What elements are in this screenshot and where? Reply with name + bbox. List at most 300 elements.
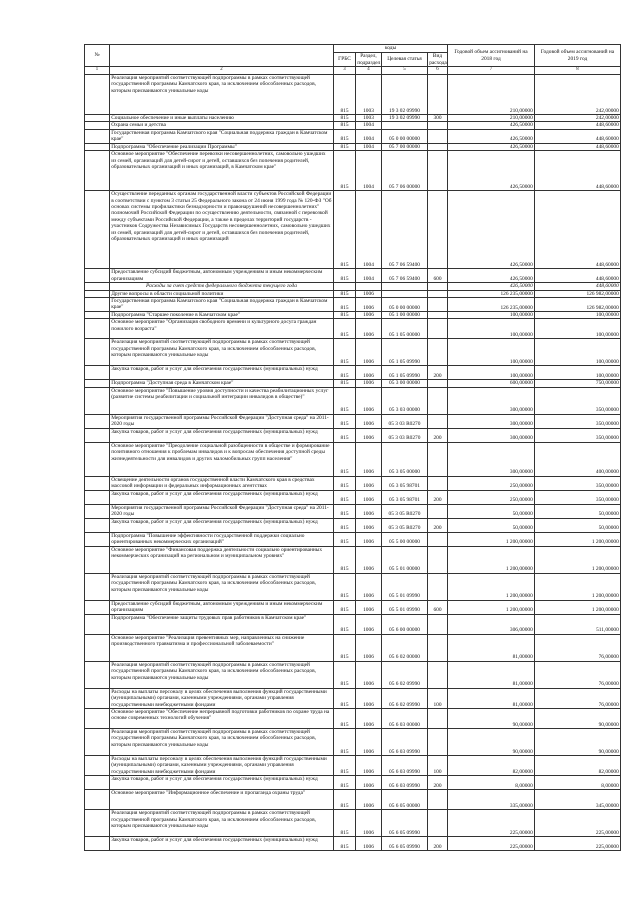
row-2019-cell: 100,00000 (535, 366, 621, 380)
row-grbs-cell: 815 (334, 366, 356, 380)
table-row (85, 298, 621, 312)
row-2018-cell: 210,00000 (448, 115, 535, 122)
row-name-cell: Государственная программа Камчатского края "Социальная поддержка граждан в Камчатском крае" (110, 129, 334, 143)
table-row (85, 290, 621, 297)
row-number-cell (85, 634, 110, 661)
row-2019-cell: 750,00000 (535, 380, 621, 387)
row-tsel-cell: 05 1 05 09990 (382, 366, 428, 380)
row-name-cell: Закупка товаров, работ и услуг для обеспечения государственных (муниципальных) нужд (110, 428, 334, 442)
row-name-cell: Основное мероприятие "Повышение уровня доступности и качества реабилитационных услуг (развитие системы реабилитации и социальной интеграции инвалидов в обществе)" (110, 387, 334, 414)
row-grbs-cell: 815 (334, 151, 356, 191)
row-2019-cell: 100,00000 (535, 312, 621, 319)
table-row (85, 191, 621, 269)
row-vid-cell (428, 122, 448, 129)
row-razdel-cell: 1006 (356, 546, 382, 573)
row-grbs-cell: 815 (334, 122, 356, 129)
row-razdel-cell: 1004 (356, 129, 382, 143)
row-grbs-cell: 815 (334, 476, 356, 490)
row-number-cell (85, 729, 110, 756)
header-tsel: Целевая статья (382, 53, 428, 67)
row-grbs-cell: 815 (334, 191, 356, 269)
row-grbs-cell: 815 (334, 634, 356, 661)
row-razdel-cell: 1006 (356, 387, 382, 414)
table-row (85, 319, 621, 339)
row-grbs-cell: 815 (334, 600, 356, 614)
row-2019-cell: 1 200,00000 (535, 600, 621, 614)
row-razdel-cell: 1006 (356, 634, 382, 661)
row-name-cell: Основное мероприятие "Реализация превентивных мер, направленных на снижение производственного травматизма и профессиональной заболеваемости" (110, 634, 334, 661)
row-2019-cell: 1 200,00000 (535, 573, 621, 600)
table-row (85, 504, 621, 518)
row-2018-cell: 126 235,00000 (448, 298, 535, 312)
table-row (85, 688, 621, 708)
row-razdel-cell: 1006 (356, 490, 382, 504)
table-header (85, 45, 621, 75)
row-2019-cell: 448,60000 (535, 151, 621, 191)
row-2019-cell: 345,00000 (535, 790, 621, 810)
row-name-cell: Подпрограмма "Обеспечение реализации Программы" (110, 143, 334, 150)
row-vid-cell (428, 810, 448, 837)
row-tsel-cell: 05 6 02 00000 (382, 634, 428, 661)
table-row (85, 756, 621, 776)
row-grbs-cell: 815 (334, 837, 356, 851)
row-grbs-cell: 815 (334, 414, 356, 428)
row-grbs-cell: 815 (334, 339, 356, 366)
row-2019-cell: 448,60000 (535, 129, 621, 143)
row-2018-cell: 90,00000 (448, 729, 535, 756)
row-number-cell (85, 283, 110, 290)
table-row (85, 490, 621, 504)
row-vid-cell (428, 129, 448, 143)
header-vid: Вид расхода (429, 53, 447, 66)
table-row (85, 366, 621, 380)
row-number-cell (85, 319, 110, 339)
row-number-cell (85, 756, 110, 776)
row-2018-cell: 1 200,00000 (448, 600, 535, 614)
row-2019-cell: 448,60000 (535, 191, 621, 269)
row-number-cell (85, 837, 110, 851)
row-name-cell: Реализация мероприятий соответствующей подпрограммы в рамках соответствующей государственной программы Камчатского края, за исключением обособленных расходов, которым присваиваются уникальные коды (110, 75, 334, 115)
row-razdel-cell: 1006 (356, 298, 382, 312)
row-vid-cell (428, 414, 448, 428)
row-vid-cell: 300 (428, 115, 448, 122)
row-name-cell: Закупка товаров, работ и услуг для обеспечения государственных (муниципальных) нужд (110, 366, 334, 380)
row-2019-cell: 448,60000 (535, 269, 621, 283)
table-row (85, 709, 621, 729)
row-name-cell: Закупка товаров, работ и услуг для обеспечения государственных (муниципальных) нужд (110, 490, 334, 504)
row-2018-cell: 50,00000 (448, 518, 535, 532)
row-tsel-cell: 05 6 03 09990 (382, 776, 428, 790)
row-2018-cell: 210,00000 (448, 75, 535, 115)
table-row (85, 546, 621, 573)
table-row (85, 129, 621, 143)
row-grbs-cell: 815 (334, 319, 356, 339)
row-2019-cell: 350,00000 (535, 476, 621, 490)
row-number-cell (85, 810, 110, 837)
row-2019-cell: 82,00000 (535, 756, 621, 776)
row-tsel-cell: 05 1 05 00000 (382, 319, 428, 339)
row-2019-cell: 242,00000 (535, 115, 621, 122)
row-2019-cell: 350,00000 (535, 490, 621, 504)
row-razdel-cell: 1006 (356, 573, 382, 600)
row-2018-cell: 426,50000 (448, 151, 535, 191)
row-name-cell: Реализация мероприятий соответствующей подпрограммы в рамках соответствующей государственной программы Камчатского края, за исключением обособленных расходов, которым присваиваются уникальные коды (110, 810, 334, 837)
row-name-cell: Освещение деятельности органов государственной власти Камчатского края в средствах массовой информации и федеральных информационных агентствах (110, 476, 334, 490)
table-row (85, 573, 621, 600)
header-2018: Годовой объем ассигнований на 2018 год (448, 45, 535, 67)
row-grbs-cell: 815 (334, 532, 356, 546)
row-vid-cell (428, 532, 448, 546)
row-vid-cell (428, 298, 448, 312)
table-row (85, 414, 621, 428)
row-2018-cell: 300,00000 (448, 442, 535, 476)
table-row (85, 476, 621, 490)
row-razdel-cell: 1006 (356, 729, 382, 756)
row-number-cell (85, 151, 110, 191)
table-row (85, 729, 621, 756)
table-row (85, 269, 621, 283)
row-number-cell (85, 298, 110, 312)
row-2018-cell: 82,00000 (448, 756, 535, 776)
row-grbs-cell: 815 (334, 290, 356, 297)
column-number: 6 (428, 67, 448, 75)
row-vid-cell (428, 312, 448, 319)
row-razdel-cell: 1004 (356, 143, 382, 150)
row-2019-cell: 225,00000 (535, 810, 621, 837)
row-tsel-cell: 05 3 05 R0270 (382, 518, 428, 532)
row-razdel-cell: 1006 (356, 476, 382, 490)
row-razdel-cell: 1003 (356, 115, 382, 122)
header-2019: Годовой объем ассигнований на 2019 год (535, 45, 621, 67)
row-vid-cell: 600 (428, 600, 448, 614)
row-grbs-cell: 815 (334, 573, 356, 600)
row-vid-cell (428, 504, 448, 518)
row-vid-cell (428, 442, 448, 476)
row-name-cell: Подпрограмма "Старшее поколение в Камчатском крае" (110, 312, 334, 319)
row-vid-cell (428, 290, 448, 297)
column-number: 1 (85, 67, 110, 75)
row-name-cell: Мероприятия государственной программы Российской Федерации "Доступная среда" на 2011-2020 годы (110, 414, 334, 428)
row-2018-cell: 306,00000 (448, 614, 535, 634)
row-2019-cell: 1 200,00000 (535, 532, 621, 546)
column-number: 8 (535, 67, 621, 75)
row-name-cell: Другие вопросы в области социальной политики (110, 290, 334, 297)
row-name-cell: Реализация мероприятий соответствующей подпрограммы в рамках соответствующей государственной программы Камчатского края, за исключением обособленных расходов, которым присваиваются уникальные коды (110, 573, 334, 600)
row-name-cell: Реализация мероприятий соответствующей подпрограммы в рамках соответствующей государственной программы Камчатского края, за исключением обособленных расходов, которым присваиваются уникальные коды (110, 661, 334, 688)
row-tsel-cell (382, 283, 428, 290)
row-grbs-cell: 815 (334, 776, 356, 790)
row-number-cell (85, 688, 110, 708)
table-row (85, 143, 621, 150)
row-vid-cell (428, 319, 448, 339)
row-number-cell (85, 312, 110, 319)
row-2018-cell: 300,00000 (448, 414, 535, 428)
row-tsel-cell: 05 6 00 00000 (382, 614, 428, 634)
row-name-cell: Расходы на выплаты персоналу в целях обеспечения выполнения функций государственными (муниципальными) органами, казенными учреждениями, органами управления государственными внебюджетными фондами (110, 688, 334, 708)
row-grbs-cell: 815 (334, 661, 356, 688)
column-number: 2 (110, 67, 334, 75)
row-name-cell: Подпрограмма "Повышение эффективности государственной поддержки социально ориентированных некоммерческих организаций" (110, 532, 334, 546)
row-2019-cell: 242,00000 (535, 75, 621, 115)
row-2019-cell: 225,00000 (535, 837, 621, 851)
row-vid-cell (428, 661, 448, 688)
row-2018-cell: 426,50000 (448, 122, 535, 129)
row-2018-cell: 426,50000 (448, 269, 535, 283)
row-razdel-cell: 1006 (356, 339, 382, 366)
row-number-cell (85, 504, 110, 518)
row-razdel-cell: 1004 (356, 269, 382, 283)
row-razdel-cell: 1006 (356, 709, 382, 729)
row-tsel-cell: 05 6 03 00000 (382, 709, 428, 729)
row-razdel-cell: 1006 (356, 810, 382, 837)
row-number-cell (85, 532, 110, 546)
row-grbs-cell: 815 (334, 298, 356, 312)
row-name-cell: Основное мероприятие "Финансовая поддержка деятельности социально ориентированных некоммерческих организаций на региональном и муниципальном уровнях" (110, 546, 334, 573)
row-2018-cell: 335,00000 (448, 790, 535, 810)
row-vid-cell (428, 380, 448, 387)
row-vid-cell: 200 (428, 776, 448, 790)
row-2019-cell: 126 982,00000 (535, 290, 621, 297)
row-2019-cell: 8,00000 (535, 776, 621, 790)
row-razdel-cell (356, 283, 382, 290)
row-tsel-cell: 05 6 05 09990 (382, 810, 428, 837)
row-2018-cell: 300,00000 (448, 387, 535, 414)
row-tsel-cell (382, 290, 428, 297)
row-2019-cell: 126 982,00000 (535, 298, 621, 312)
row-name-cell: Социальное обеспечение и иные выплаты населению (110, 115, 334, 122)
row-2018-cell: 81,00000 (448, 634, 535, 661)
row-grbs-cell: 815 (334, 129, 356, 143)
row-name-cell: Осуществление переданных органам государственной власти субъектов Российской Федерации в соответствии с пунктом 3 статьи 25 Федерального закона от 24 июня 1999 года № 120-ФЗ "Об основах системы профилактики безнадзорности и правонарушений несовершеннолетних" полномочий Российской Федерации по осуществлению деятельности, связанной с перевозкой между субъектами Российской Федерации, а также в пределах территорий государств - участников Содружества Независимых Государств несовершеннолетних, самовольно ушедших из семей, организаций для детей-сирот и детей, оставшихся без попечения родителей, образовательных организаций и иных организаций (110, 191, 334, 269)
row-number-cell (85, 614, 110, 634)
row-razdel-cell: 1006 (356, 366, 382, 380)
row-tsel-cell: 05 0 00 00000 (382, 298, 428, 312)
row-number-cell (85, 129, 110, 143)
row-grbs-cell: 815 (334, 546, 356, 573)
row-vid-cell (428, 283, 448, 290)
row-number-cell (85, 75, 110, 115)
row-name-cell: Мероприятия государственной программы Российской Федерации "Доступная среда" на 2011-2020 годы (110, 504, 334, 518)
row-2018-cell: 1 200,00000 (448, 546, 535, 573)
row-grbs-cell: 815 (334, 810, 356, 837)
table-row (85, 837, 621, 851)
row-number-cell (85, 290, 110, 297)
row-razdel-cell: 1004 (356, 191, 382, 269)
table-row (85, 115, 621, 122)
row-tsel-cell: 05 3 03 00000 (382, 387, 428, 414)
row-vid-cell: 200 (428, 837, 448, 851)
table-row (85, 312, 621, 319)
row-name-cell: Закупка товаров, работ и услуг для обеспечения государственных (муниципальных) нужд (110, 776, 334, 790)
row-number-cell (85, 366, 110, 380)
row-name-cell: Подпрограмма "Обеспечение защиты трудовых прав работников в Камчатском крае" (110, 614, 334, 634)
row-name-cell: Закупка товаров, работ и услуг для обеспечения государственных (муниципальных) нужд (110, 837, 334, 851)
row-vid-cell (428, 709, 448, 729)
row-grbs-cell: 815 (334, 143, 356, 150)
row-number-cell (85, 518, 110, 532)
row-tsel-cell: 19 3 02 09990 (382, 115, 428, 122)
row-vid-cell (428, 476, 448, 490)
row-grbs-cell (334, 283, 356, 290)
table-row (85, 661, 621, 688)
row-number-cell (85, 143, 110, 150)
table-row (85, 600, 621, 614)
row-razdel-cell: 1006 (356, 756, 382, 776)
row-name-cell: Государственная программа Камчатского края "Социальная поддержка граждан в Камчатском крае" (110, 298, 334, 312)
row-2019-cell: 76,00000 (535, 634, 621, 661)
row-number-cell (85, 428, 110, 442)
row-name-cell: Основное мероприятие "Обеспечение непрерывной подготовки работников по охране труда на основе современных технологий обучения" (110, 709, 334, 729)
row-name-cell: Предоставление субсидий бюджетным, автономным учреждениям и иным некоммерческим организациям (110, 269, 334, 283)
row-number-cell (85, 269, 110, 283)
row-tsel-cell: 05 7 00 00000 (382, 143, 428, 150)
row-name-cell: Закупка товаров, работ и услуг для обеспечения государственных (муниципальных) нужд (110, 518, 334, 532)
row-2018-cell: 100,00000 (448, 339, 535, 366)
row-razdel-cell: 1006 (356, 518, 382, 532)
row-tsel-cell: 05 6 05 00000 (382, 790, 428, 810)
row-2018-cell: 225,00000 (448, 837, 535, 851)
row-tsel-cell: 05 1 00 00000 (382, 312, 428, 319)
header-col-no: № (85, 45, 110, 67)
row-number-cell (85, 380, 110, 387)
row-name-cell: Охрана семьи и детства (110, 122, 334, 129)
row-2018-cell: 600,00000 (448, 380, 535, 387)
row-razdel-cell: 1006 (356, 442, 382, 476)
row-grbs-cell: 815 (334, 312, 356, 319)
row-tsel-cell (382, 122, 428, 129)
row-2019-cell: 50,00000 (535, 518, 621, 532)
row-2018-cell: 250,00000 (448, 490, 535, 504)
row-2019-cell: 448,60000 (535, 283, 621, 290)
row-2019-cell: 448,60000 (535, 143, 621, 150)
table-row (85, 634, 621, 661)
budget-table (84, 44, 621, 851)
row-vid-cell (428, 339, 448, 366)
row-2018-cell: 225,00000 (448, 810, 535, 837)
row-2018-cell: 426,50000 (448, 283, 535, 290)
row-razdel-cell: 1006 (356, 428, 382, 442)
row-tsel-cell: 05 6 02 09990 (382, 661, 428, 688)
row-tsel-cell: 05 3 03 R0270 (382, 428, 428, 442)
row-number-cell (85, 442, 110, 476)
row-2018-cell: 426,50000 (448, 191, 535, 269)
row-2018-cell: 300,00000 (448, 428, 535, 442)
row-tsel-cell: 05 5 00 00000 (382, 532, 428, 546)
row-2019-cell: 511,00000 (535, 614, 621, 634)
row-grbs-cell: 815 (334, 504, 356, 518)
header-codes-group: коды (334, 45, 448, 53)
row-tsel-cell: 05 6 03 09990 (382, 729, 428, 756)
table-row (85, 151, 621, 191)
row-razdel-cell: 1006 (356, 312, 382, 319)
row-grbs-cell: 815 (334, 380, 356, 387)
row-2019-cell: 90,00000 (535, 709, 621, 729)
row-grbs-cell: 815 (334, 428, 356, 442)
row-2018-cell: 1 200,00000 (448, 532, 535, 546)
row-razdel-cell: 1006 (356, 532, 382, 546)
row-vid-cell (428, 614, 448, 634)
row-vid-cell: 200 (428, 518, 448, 532)
row-tsel-cell: 05 3 05 98701 (382, 476, 428, 490)
table-row (85, 339, 621, 366)
row-number-cell (85, 191, 110, 269)
header-grbs: ГРБС (334, 53, 356, 67)
table-row (85, 790, 621, 810)
row-grbs-cell: 815 (334, 442, 356, 476)
row-vid-cell: 600 (428, 269, 448, 283)
row-2018-cell: 90,00000 (448, 709, 535, 729)
column-number: 7 (448, 67, 535, 75)
row-razdel-cell: 1003 (356, 75, 382, 115)
table-row (85, 532, 621, 546)
row-vid-cell (428, 790, 448, 810)
row-number-cell (85, 600, 110, 614)
row-tsel-cell: 05 5 01 09990 (382, 600, 428, 614)
row-razdel-cell: 1004 (356, 151, 382, 191)
table-row-note (85, 283, 621, 290)
header-column-numbers (85, 67, 621, 75)
table-row (85, 387, 621, 414)
row-vid-cell: 100 (428, 756, 448, 776)
row-vid-cell (428, 151, 448, 191)
row-vid-cell: 100 (428, 688, 448, 708)
row-razdel-cell: 1006 (356, 290, 382, 297)
row-grbs-cell: 815 (334, 115, 356, 122)
row-tsel-cell: 05 7 06 00000 (382, 151, 428, 191)
row-razdel-cell: 1006 (356, 688, 382, 708)
row-vid-cell: 200 (428, 428, 448, 442)
row-2019-cell: 100,00000 (535, 339, 621, 366)
row-razdel-cell: 1006 (356, 504, 382, 518)
row-number-cell (85, 476, 110, 490)
row-number-cell (85, 387, 110, 414)
row-name-cell: Предоставление субсидий бюджетным, автономным учреждениям и иным некоммерческим организациям (110, 600, 334, 614)
row-vid-cell (428, 729, 448, 756)
row-vid-cell (428, 546, 448, 573)
column-number: 4 (356, 67, 382, 75)
row-name-cell: Расходы на выплаты персоналу в целях обеспечения выполнения функций государственными (муниципальными) органами, казенными учреждениями, органами управления государственными внебюджетными фондами (110, 756, 334, 776)
row-2018-cell: 50,00000 (448, 504, 535, 518)
row-2019-cell: 400,00000 (535, 442, 621, 476)
row-2019-cell: 100,00000 (535, 319, 621, 339)
table-body (85, 75, 621, 851)
row-grbs-cell: 815 (334, 269, 356, 283)
row-grbs-cell: 815 (334, 490, 356, 504)
table-row (85, 75, 621, 115)
row-razdel-cell: 1006 (356, 837, 382, 851)
row-number-cell (85, 661, 110, 688)
row-grbs-cell: 815 (334, 75, 356, 115)
row-razdel-cell: 1004 (356, 122, 382, 129)
row-name-cell: Реализация мероприятий соответствующей подпрограммы в рамках соответствующей государственной программы Камчатского края, за исключением обособленных расходов, которым присваиваются уникальные коды (110, 339, 334, 366)
header-razdel: Раздел, подраздел (357, 53, 381, 66)
header-col-name (110, 45, 334, 67)
row-name-cell: Реализация мероприятий соответствующей подпрограммы в рамках соответствующей государственной программы Камчатского края, за исключением обособленных расходов, которым присваиваются уникальные коды (110, 729, 334, 756)
row-2018-cell: 100,00000 (448, 366, 535, 380)
row-vid-cell (428, 75, 448, 115)
table-row (85, 380, 621, 387)
row-number-cell (85, 490, 110, 504)
row-2019-cell: 76,00000 (535, 661, 621, 688)
row-grbs-cell: 815 (334, 790, 356, 810)
row-tsel-cell: 05 3 00 00000 (382, 380, 428, 387)
row-grbs-cell: 815 (334, 709, 356, 729)
row-number-cell (85, 790, 110, 810)
table-row (85, 518, 621, 532)
row-2018-cell: 81,00000 (448, 661, 535, 688)
row-2018-cell: 250,00000 (448, 476, 535, 490)
row-grbs-cell: 815 (334, 729, 356, 756)
